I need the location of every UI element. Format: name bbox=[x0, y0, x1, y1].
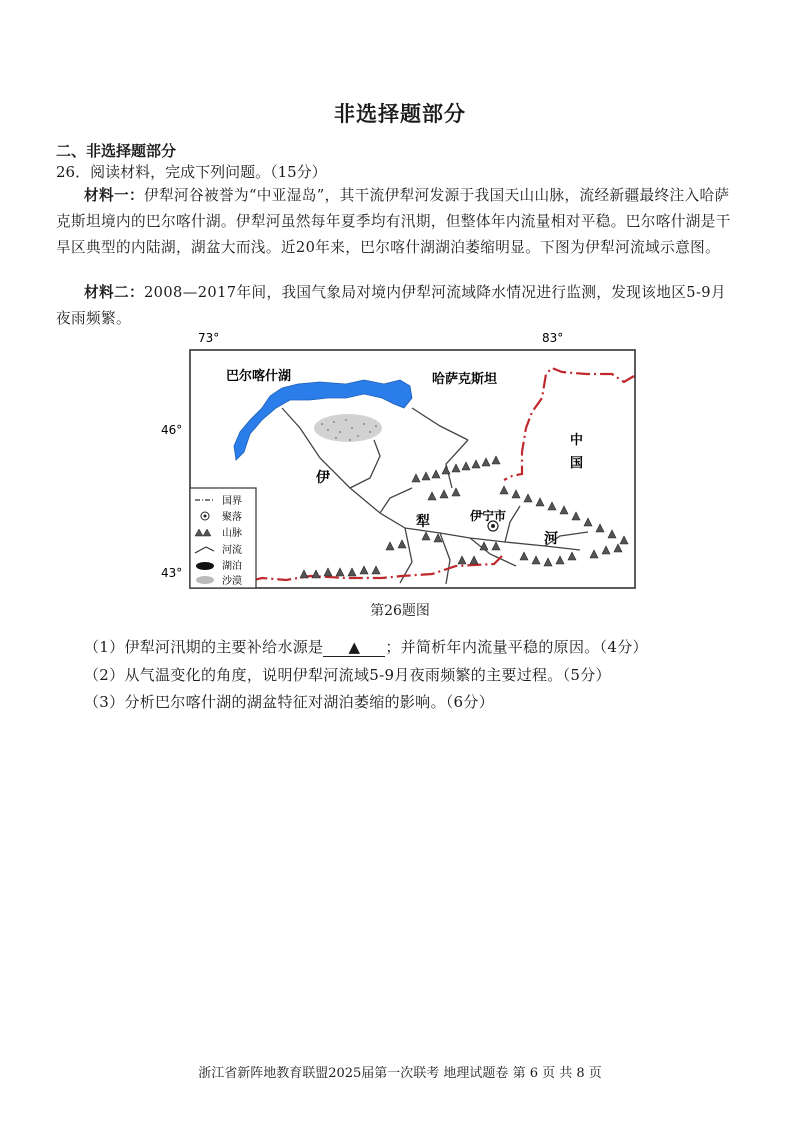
legend-label-mountain: 山脉 bbox=[222, 528, 242, 539]
lat-label-43: 43° bbox=[161, 566, 183, 580]
legend-label-river: 河流 bbox=[222, 545, 242, 556]
sub-question-1-text-after: ；并简析年内流量平稳的原因。（4分） bbox=[385, 638, 648, 656]
material-1-label: 材料一： bbox=[84, 187, 144, 204]
map-svg bbox=[150, 328, 650, 600]
page-title: 非选择题部分 bbox=[334, 101, 466, 126]
lon-label-73: 73° bbox=[198, 331, 220, 345]
legend-label-desert: 沙漠 bbox=[222, 576, 242, 587]
material-2-label: 材料二： bbox=[84, 284, 144, 301]
material-1 bbox=[56, 183, 740, 261]
sub-question-1 bbox=[84, 636, 648, 657]
map-frame bbox=[190, 350, 635, 588]
country-label-china-2: 国 bbox=[570, 456, 584, 471]
desert-area bbox=[314, 414, 382, 442]
lon-label-83: 83° bbox=[542, 331, 564, 345]
sub-question-2: （2）从气温变化的角度，说明伊犁河流域5-9月夜雨频繁的主要过程。（5分） bbox=[84, 666, 611, 684]
section-title: 二、非选择题部分 bbox=[56, 142, 177, 160]
material-2 bbox=[56, 280, 740, 332]
material-1-text: 伊犁河谷被誉为“中亚湿岛”，其干流伊犁河发源于我国天山山脉，流经新疆最终注入哈萨克斯坦境内的巴尔喀什湖。伊犁河虽然每年夏季均有汛期，但整体年内流量相对平稳。巴尔喀什湖是干旱区典型的内陆湖，湖盆大而浅。近20年来，巴尔喀什湖湖泊萎缩明显。下图为伊犁河流域示意图。 bbox=[56, 187, 731, 256]
city-label-yining: 伊宁市 bbox=[470, 509, 507, 523]
legend-label-settlement: 聚落 bbox=[222, 512, 242, 523]
lake-label: 巴尔喀什湖 bbox=[226, 369, 292, 384]
river-label-li: 犁 bbox=[416, 514, 430, 530]
country-label-kazakhstan: 哈萨克斯坦 bbox=[432, 372, 498, 387]
map-legend bbox=[190, 488, 256, 588]
legend-label-lake: 湖泊 bbox=[222, 561, 242, 572]
legend-lake-symbol bbox=[196, 562, 214, 570]
figure-caption: 第26题图 bbox=[370, 603, 430, 619]
legend-label-border: 国界 bbox=[222, 496, 242, 507]
answer-blank: ▲ bbox=[323, 638, 385, 657]
page-footer: 浙江省新阵地教育联盟2025届第一次联考 地理试题卷 第 6 页 共 8 页 bbox=[198, 1066, 602, 1081]
sub-question-1-text-before: （1）伊犁河汛期的主要补给水源是 bbox=[84, 638, 324, 656]
lat-label-46: 46° bbox=[161, 423, 183, 437]
river-label-he: 河 bbox=[544, 531, 558, 547]
country-label-china-1: 中 bbox=[570, 433, 584, 448]
river-label-yi: 伊 bbox=[316, 470, 330, 486]
sub-question-3: （3）分析巴尔喀什湖的湖盆特征对湖泊萎缩的影响。（6分） bbox=[84, 693, 494, 711]
legend-desert-symbol bbox=[196, 576, 214, 584]
question-stem: 26．阅读材料，完成下列问题。（15分） bbox=[56, 163, 327, 181]
legend-settlement-symbol bbox=[201, 512, 209, 520]
material-2-text: 2008—2017年间，我国气象局对境内伊犁河流域降水情况进行监测，发现该地区5-9月夜雨频繁。 bbox=[56, 284, 726, 327]
ili-river-basin-map bbox=[150, 328, 650, 600]
